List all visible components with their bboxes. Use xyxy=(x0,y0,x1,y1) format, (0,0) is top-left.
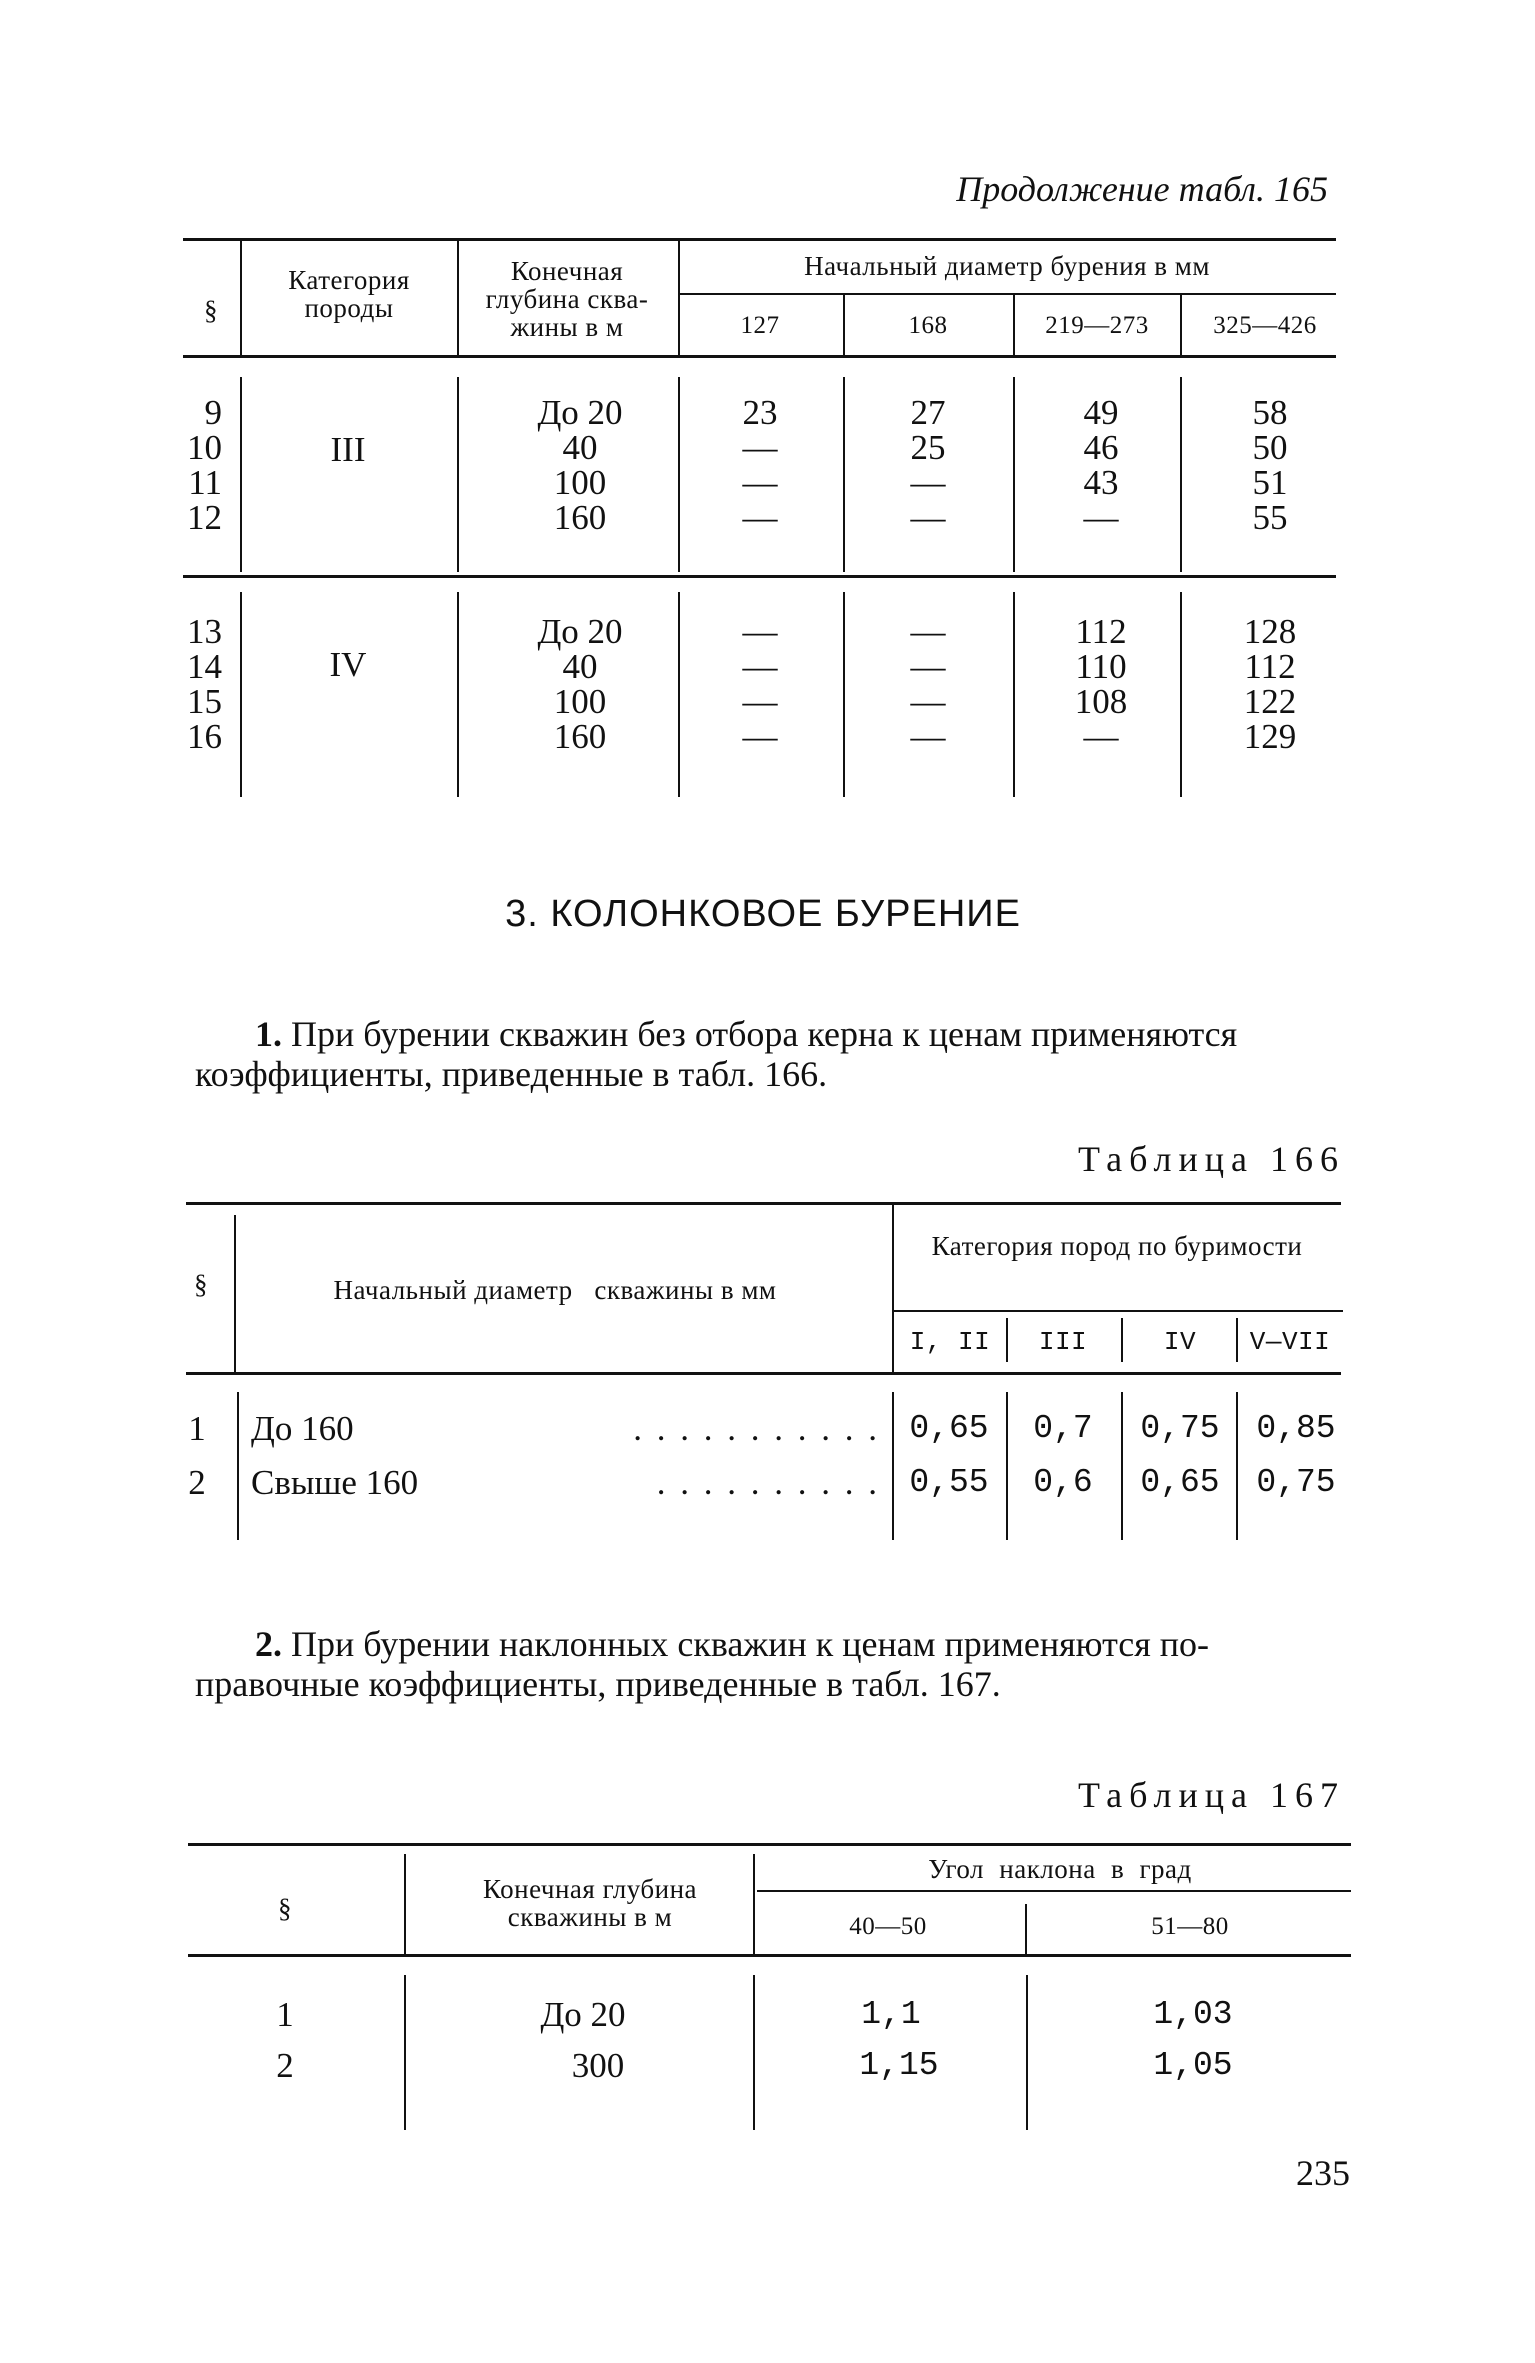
header-depth: Конечная глубина скважины в м xyxy=(482,1874,698,1932)
cell: 0,7 xyxy=(1033,1410,1093,1447)
cell: 0,75 xyxy=(1256,1464,1336,1501)
header-cat-4: IV xyxy=(1163,1327,1197,1357)
cell: — xyxy=(742,612,778,651)
cell: 122 xyxy=(1243,682,1297,721)
paragraph-2-line-1: При бурении наклонных скважин к ценам применяются по- xyxy=(282,1624,1210,1664)
cell: 0,85 xyxy=(1256,1410,1336,1447)
paragraph-1-line-2: коэффициенты, приведенные в табл. 166. xyxy=(195,1054,828,1094)
d1-values xyxy=(743,395,778,535)
cell: 23 xyxy=(742,393,778,432)
row-num: 2 xyxy=(188,1463,206,1502)
category-value: III xyxy=(330,430,366,469)
section-title: 3. КОЛОНКОВОЕ БУРЕНИЕ xyxy=(505,893,1021,935)
header-diameter-168: 168 xyxy=(908,312,948,339)
cell: 0,75 xyxy=(1140,1410,1220,1447)
row-num: 16 xyxy=(187,717,222,756)
depth-values xyxy=(537,395,622,535)
depth-value: 300 xyxy=(571,2046,625,2085)
row-leader-dots: . . . . . . . . . . xyxy=(656,1463,880,1502)
depth-value: До 20 xyxy=(540,1995,626,2034)
cell: 129 xyxy=(1243,717,1297,756)
header-diameter-219-273: 219—273 xyxy=(1045,312,1149,339)
cell: — xyxy=(910,682,946,721)
cell: — xyxy=(742,647,778,686)
cell: 43 xyxy=(1083,463,1119,502)
paragraph-2 xyxy=(195,1624,1350,1704)
header-depth: Конечная глубина сква-жины в м xyxy=(485,256,649,342)
cell: 0,6 xyxy=(1033,1464,1093,1501)
cell: — xyxy=(910,717,946,756)
header-category-group: Категория пород по буримости xyxy=(931,1231,1303,1261)
cell: — xyxy=(1083,717,1119,756)
header-section: § xyxy=(204,295,218,325)
depth-value: 160 xyxy=(553,717,607,756)
page-number: 235 xyxy=(1296,2153,1350,2193)
table-166-title: Таблица 166 xyxy=(1078,1139,1345,1179)
cell: 46 xyxy=(1083,428,1119,467)
row-num: 15 xyxy=(187,682,222,721)
header-angle-51-80: 51—80 xyxy=(1151,1913,1229,1940)
continuation-caption: Продолжение табл. 165 xyxy=(956,169,1328,209)
cell: 25 xyxy=(910,428,946,467)
d1-values xyxy=(743,614,778,754)
row-num: 13 xyxy=(187,612,222,651)
depth-value: 100 xyxy=(553,463,607,502)
row-numbers xyxy=(187,614,222,754)
header-diameter-group: Начальный диаметр бурения в мм xyxy=(804,251,1210,281)
row-num: 2 xyxy=(276,2046,294,2085)
row-label: До 160 xyxy=(251,1409,354,1448)
row-label: Свыше 160 xyxy=(251,1463,419,1502)
row-num: 11 xyxy=(188,463,222,502)
cell: 55 xyxy=(1252,498,1288,537)
cell: — xyxy=(742,498,778,537)
row-num: 9 xyxy=(204,393,222,432)
cell: — xyxy=(910,612,946,651)
category-value: IV xyxy=(329,645,367,684)
header-diameter-325-426: 325—426 xyxy=(1213,312,1317,339)
cell: 1,1 xyxy=(861,1996,921,2033)
cell: — xyxy=(742,682,778,721)
cell: — xyxy=(910,647,946,686)
row-num: 1 xyxy=(276,1995,294,2034)
depth-value: 160 xyxy=(553,498,607,537)
depth-value: 40 xyxy=(562,647,598,686)
header-cat-1-2: I, II xyxy=(909,1327,991,1357)
cell: — xyxy=(910,498,946,537)
cell: 0,55 xyxy=(909,1464,989,1501)
table-167-title: Таблица 167 xyxy=(1078,1775,1345,1815)
row-leader-dots: . . . . . . . . . . . xyxy=(633,1409,880,1448)
row-num: 10 xyxy=(187,428,222,467)
depth-values xyxy=(537,614,622,754)
row-num: 1 xyxy=(188,1409,206,1448)
row-numbers xyxy=(187,395,222,535)
header-diameter-127: 127 xyxy=(740,312,780,339)
depth-value: До 20 xyxy=(537,393,623,432)
row-num: 12 xyxy=(187,498,222,537)
cell: 1,05 xyxy=(1153,2047,1233,2084)
header-cat-5-7: V—VII xyxy=(1249,1327,1331,1357)
header-cat-3: III xyxy=(1038,1327,1088,1357)
cell: 0,65 xyxy=(1140,1464,1220,1501)
d3-values xyxy=(1075,614,1128,754)
d3-values xyxy=(1084,395,1119,535)
paragraph-2-number: 2. xyxy=(255,1624,282,1664)
paragraph-2-line-2: правочные коэффициенты, приведенные в табл. 167. xyxy=(195,1664,1001,1704)
header-diameter: Начальный диаметр скважины в мм xyxy=(333,1275,777,1305)
paragraph-1-number: 1. xyxy=(255,1014,282,1054)
header-section: § xyxy=(194,1269,208,1299)
cell: 110 xyxy=(1075,647,1127,686)
cell: — xyxy=(742,463,778,502)
cell: — xyxy=(742,428,778,467)
cell: 0,65 xyxy=(909,1410,989,1447)
cell: 51 xyxy=(1252,463,1288,502)
paragraph-1 xyxy=(195,1014,1345,1094)
depth-value: 100 xyxy=(553,682,607,721)
cell: — xyxy=(910,463,946,502)
cell: 58 xyxy=(1252,393,1288,432)
header-section: § xyxy=(278,1893,292,1923)
depth-value: 40 xyxy=(562,428,598,467)
cell: — xyxy=(742,717,778,756)
row-num: 14 xyxy=(187,647,222,686)
d4-values xyxy=(1244,614,1297,754)
cell: 108 xyxy=(1074,682,1128,721)
cell: 128 xyxy=(1243,612,1297,651)
paragraph-1-line-1: При бурении скважин без отбора керна к ценам применяются xyxy=(282,1014,1238,1054)
header-angle-group: Угол наклона в град xyxy=(928,1854,1192,1884)
cell: 27 xyxy=(910,393,946,432)
depth-value: До 20 xyxy=(537,612,623,651)
header-angle-40-50: 40—50 xyxy=(849,1913,927,1940)
d2-values xyxy=(911,395,946,535)
d4-values xyxy=(1253,395,1288,535)
cell: 50 xyxy=(1252,428,1288,467)
cell: 112 xyxy=(1075,612,1127,651)
cell: 49 xyxy=(1083,393,1119,432)
d2-values xyxy=(911,614,946,754)
cell: — xyxy=(1083,498,1119,537)
cell: 112 xyxy=(1244,647,1296,686)
header-category: Категория породы xyxy=(288,265,410,323)
cell: 1,03 xyxy=(1153,1996,1233,2033)
cell: 1,15 xyxy=(859,2047,939,2084)
